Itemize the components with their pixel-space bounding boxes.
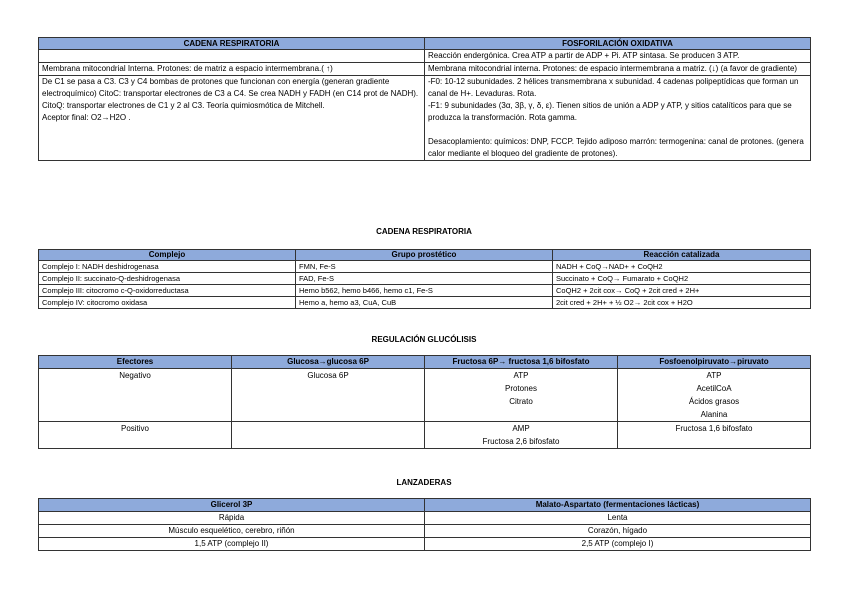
table-row (39, 285, 811, 297)
list-item: Fructosa 1,6 bifosfato (675, 424, 753, 433)
table-row (39, 50, 811, 63)
table-header-row (39, 499, 811, 512)
cadena-paragraph-2: Aceptor final: O2→H2O . (42, 113, 131, 122)
cell-negativo-fosfoenolpiruvato (618, 369, 811, 422)
table-header-row (39, 250, 811, 261)
cell-malato: Lenta (425, 512, 811, 525)
cell-grupo: FMN, Fe-S (296, 261, 553, 273)
section-title-regulacion-glucolisis: REGULACIÓN GLUCÓLISIS (371, 335, 477, 344)
cell-glicerol: 1,5 ATP (complejo II) (39, 538, 425, 551)
list-item: Ácidos grasos (688, 397, 740, 406)
cell-efector-positivo: Positivo (39, 422, 232, 449)
cell-reaccion: Succinato + CoQ→ Fumarato + CoQH2 (553, 273, 811, 285)
table-row (39, 63, 811, 76)
cell-malato: 2,5 ATP (complejo I) (425, 538, 811, 551)
table-row-negativo (39, 369, 811, 422)
cell-complejo: Complejo IV: citocromo oxidasa (39, 297, 296, 309)
table-row (39, 512, 811, 525)
complejos-table (38, 249, 811, 309)
cell-cadena-row2: Membrana mitocondrial Interna. Protones: de matriz a espacio intermembrana.( ↑) (39, 63, 425, 76)
table-header-row (39, 356, 811, 369)
cell-reaccion: NADH + CoQ→NAD+ + CoQH2 (553, 261, 811, 273)
header-complejo: Complejo (39, 250, 296, 261)
section-title-lanzaderas: LANZADERAS (396, 478, 452, 487)
fosforilacion-paragraph-f0: -F0: 10-12 subunidades. 2 hélices transmembrana x subunidad. 4 cadenas polipeptídicas que forman un canal de H+. Levaduras. Rota. (428, 77, 799, 98)
cell-cadena-row3 (39, 76, 425, 161)
header-reaccion-catalizada: Reacción catalizada (553, 250, 811, 261)
list-item: ATP (706, 371, 722, 380)
table-row-positivo (39, 422, 811, 449)
cadena-fosforilacion-table (38, 37, 811, 161)
fosforilacion-paragraph-desacoplamiento: Desacoplamiento: químicos: DNP, FCCP. Tejido adiposo marrón: termogenina: canal de protones. (genera calor mediante el bloqueo del gradiente de protones). (428, 137, 804, 158)
header-glucosa: Glucosa→glucosa 6P (232, 356, 425, 369)
cell-fosforilacion-row2: Membrana mitocondrial interna. Protones: de espacio intermembrana a matriz. (↓) (a favor de gradiente) (425, 63, 811, 76)
list-item: Alanina (700, 410, 728, 419)
list-item: ATP (513, 371, 529, 380)
lanzaderas-table (38, 498, 811, 551)
header-fructosa: Fructosa 6P→ fructosa 1,6 bifosfato (425, 356, 618, 369)
table-row (39, 297, 811, 309)
header-grupo-prostetico: Grupo prostético (296, 250, 553, 261)
table-row (39, 261, 811, 273)
cell-negativo-glucosa: Glucosa 6P (232, 369, 425, 422)
cell-complejo: Complejo III: citocromo c-Q-oxidorreductasa (39, 285, 296, 297)
cell-positivo-fructosa (425, 422, 618, 449)
section-title-cadena-respiratoria: CADENA RESPIRATORIA (376, 227, 472, 236)
table-row (39, 525, 811, 538)
header-glicerol-3p: Glicerol 3P (39, 499, 425, 512)
header-cadena-respiratoria: CADENA RESPIRATORIA (39, 38, 425, 50)
list-item: Citrato (509, 397, 533, 406)
fosforilacion-paragraph-f1: -F1: 9 subunidades (3α, 3β, γ, δ, ε). Tienen sitios de unión a ADP y ATP, y sitios catalíticos para que se produzca la transformación. Rota gamma. (428, 101, 792, 122)
list-item: AcetilCoA (696, 384, 732, 393)
cell-efector-negativo: Negativo (39, 369, 232, 422)
header-malato-aspartato: Malato-Aspartato (fermentaciones lácticas) (425, 499, 811, 512)
cell-malato: Corazón, hígado (425, 525, 811, 538)
cell-fosforilacion-row3 (425, 76, 811, 161)
header-fosfoenolpiruvato: Fosfoenolpiruvato→piruvato (618, 356, 811, 369)
regulacion-glucolisis-table (38, 355, 811, 449)
cell-positivo-glucosa (232, 422, 425, 449)
header-fosforilacion-oxidativa: FOSFORILACIÓN OXIDATIVA (425, 38, 811, 50)
cell-complejo: Complejo I: NADH deshidrogenasa (39, 261, 296, 273)
cell-glicerol: Músculo esquelético, cerebro, riñón (39, 525, 425, 538)
list-item: Fructosa 2,6 bifosfato (482, 437, 560, 446)
table-row (39, 538, 811, 551)
cell-reaccion: 2cit cred + 2H+ + ½ O2→ 2cit cox + H2O (553, 297, 811, 309)
cell-grupo: Hemo b562, hemo b466, hemo c1, Fe-S (296, 285, 553, 297)
cell-negativo-fructosa (425, 369, 618, 422)
table-header-row (39, 38, 811, 50)
list-item: Protones (504, 384, 538, 393)
cadena-paragraph-1: De C1 se pasa a C3. C3 y C4 bombas de protones que funcionan con energía (generan gradiente electroquímico) CitoC: transportar electrones de C3 a C4. Se crea NADH y FADH (en C14 prot de NADH). CitoQ: transportar electrones de C1 y 2 al C3. Teoría quimiosmótica de Mitchell. (42, 77, 419, 110)
table-row (39, 76, 811, 161)
list-item: AMP (512, 424, 530, 433)
table-row (39, 273, 811, 285)
cell-complejo: Complejo II: succinato-Q-deshidrogenasa (39, 273, 296, 285)
cell-grupo: FAD, Fe-S (296, 273, 553, 285)
cell-cadena-row1 (39, 50, 425, 63)
cell-positivo-fosfoenolpiruvato (618, 422, 811, 449)
cell-reaccion: CoQH2 + 2cit cox→ CoQ + 2cit cred + 2H+ (553, 285, 811, 297)
cell-glicerol: Rápida (39, 512, 425, 525)
header-efectores: Efectores (39, 356, 232, 369)
cell-fosforilacion-row1: Reacción endergónica. Crea ATP a partir de ADP + Pi. ATP sintasa. Se producen 3 ATP. (425, 50, 811, 63)
cell-grupo: Hemo a, hemo a3, CuA, CuB (296, 297, 553, 309)
